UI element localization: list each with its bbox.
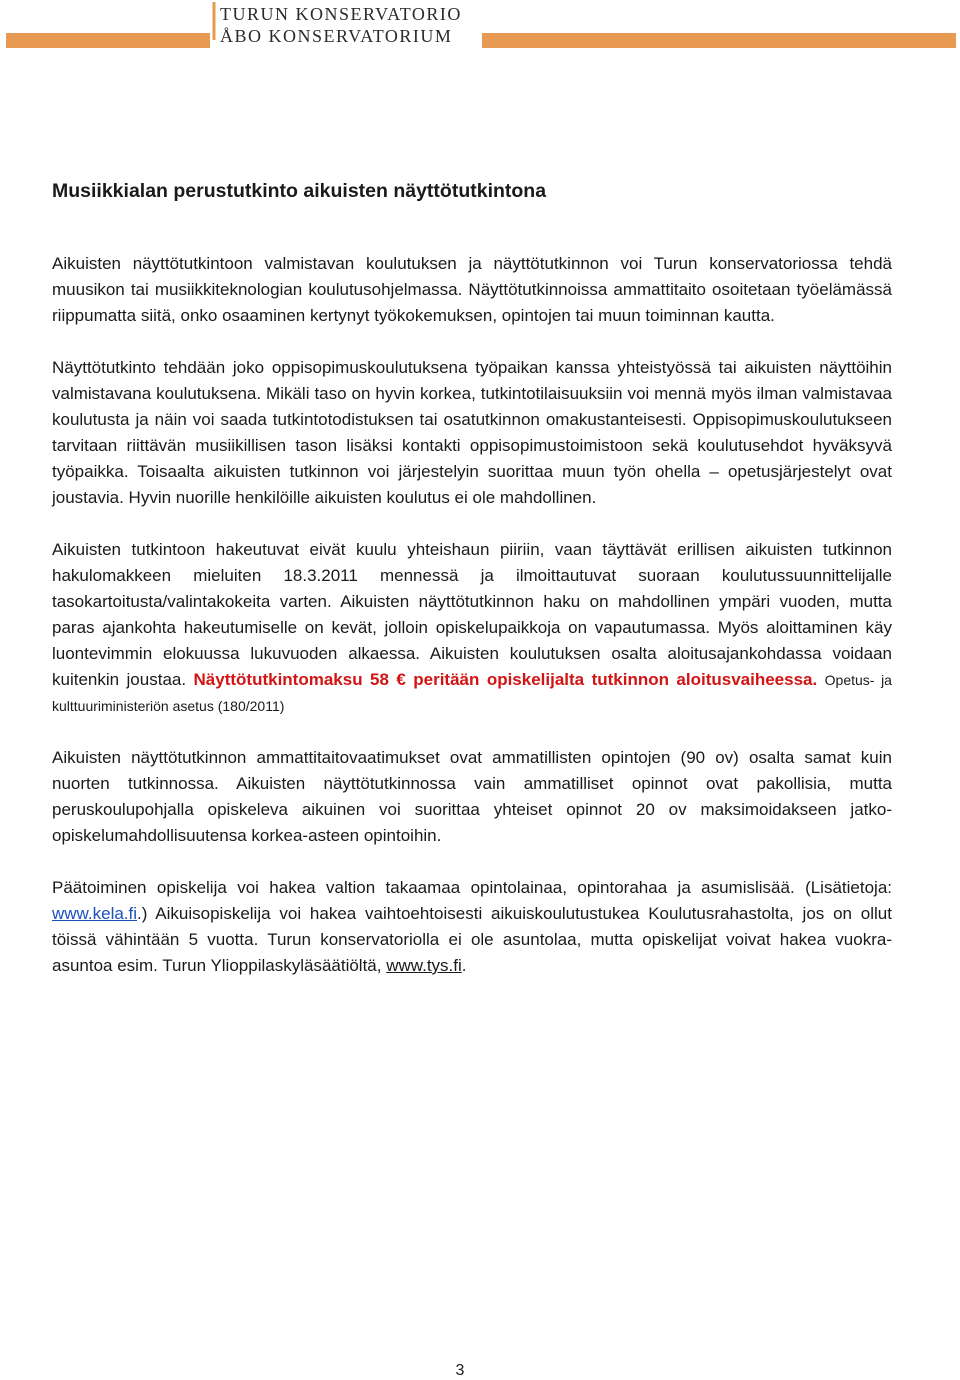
paragraph-training-options: Näyttötutkinto tehdään joko oppisopimuskoulutuksena työpaikan kanssa yhteistyössä tai aikuisten näyttöihin valmistavana koulutuksena. Mikäli taso on hyvin korkea, tutkintotilaisuuksiin voi mennä myös ilman valmistavaa koulutusta ja näin voi saada tutkintotodistuksen tai osatutkinnon omakustanteisesti. Oppisopimuskoulutukseen tarvitaan riittävän musiikillisen tason lisäksi kontakti oppisopimustoimistoon sekä koulutusehdot hyväksyvä työpaikka. Toisaalta aikuisten tutkinnon voi järjestelyin suorittaa muun työn ohella – opetusjärjestelyt ovat joustavia. Hyvin nuorille henkilöille aikuisten koulutus ei ole mahdollinen. [52,358,892,507]
document-body [52,180,892,1005]
header-accent-bar-left [6,33,210,48]
kela-link[interactable]: www.kela.fi [52,904,138,923]
support-text-middle: .) Aikuisopiskelija voi hakea vaihtoehtoisesti aikuiskoulutustukea Koulutusrahastolta, jos on ollut töissä vähintään 5 vuotta. Turun konservatoriolla ei ole asuntolaa, mutta opiskelijat voivat hakea vuokra-asuntoa esim. Turun Ylioppilaskyläsäätiöltä, [52,904,892,975]
decree-reference: Opetus- ja kulttuuriministeriön asetus (180/2011) [52,672,892,714]
page-number: 3 [455,1362,465,1379]
header [0,0,960,60]
support-text-end: . [461,956,467,975]
paragraph-requirements: Aikuisten näyttötutkinnon ammattitaitovaatimukset ovat ammatillisten opintojen (90 ov) osalta samat kuin nuorten tutkinnossa. Aikuisten näyttötutkinnossa vain ammatilliset opinnot ovat pakollisia, mutta peruskoulupohjalla opiskeleva aikuinen voi suorittaa yhteiset opinnot 20 ov maksimoidakseen jatko-opiskelumahdollisuutensa korkea-asteen opintoihin. [52,748,892,845]
logo-text-finnish: TURUN KONSERVATORIO [220,4,462,24]
logo-text-swedish: ÅBO KONSERVATORIUM [220,26,453,46]
support-text-start: Päätoiminen opiskelija voi hakea valtion takaamaa opintolainaa, opintorahaa ja asumislisää. (Lisätietoja: [52,878,892,897]
paragraph-application [52,537,892,719]
page-title: Musiikkialan perustutkinto aikuisten näyttötutkintona [52,180,547,202]
paragraph-intro: Aikuisten näyttötutkintoon valmistavan koulutuksen ja näyttötutkinnon voi Turun konservatoriossa tehdä muusikon tai musiikkiteknologian koulutusohjelmassa. Näyttötutkinnoissa ammattitaito osoitetaan työelämässä riippumatta siitä, onko osaaminen kertynyt työkokemuksen, opintojen tai muun toiminnan kautta. [52,254,892,325]
application-text: Aikuisten tutkintoon hakeutuvat eivät kuulu yhteishaun piiriin, vaan täyttävät erillisen aikuisten tutkinnon hakulomakkeen mieluiten 18.3.2011 mennessä ja ilmoittautuvat suoraan koulutussuunnittelijalle tasokartoitusta/valintakokeita varten. Aikuisten näyttötutkinnon haku on mahdollinen ympäri vuoden, mutta paras ajankohta hakeutumiselle on kevät, jolloin opiskelupaikkoja on vapautumassa. Myös aloittaminen käy luontevimmin elokuussa lukuvuoden alkaessa. Aikuisten koulutuksen osalta aloitusajankohdassa voidaan kuitenkin joustaa. [52,540,892,689]
tys-link[interactable]: www.tys.fi [386,956,462,975]
header-accent-bar-right [482,33,956,48]
paragraph-financial-support [52,875,892,979]
fee-notice: Näyttötutkintomaksu 58 € peritään opiskelijalta tutkinnon aloitusvaiheessa. [193,670,818,689]
